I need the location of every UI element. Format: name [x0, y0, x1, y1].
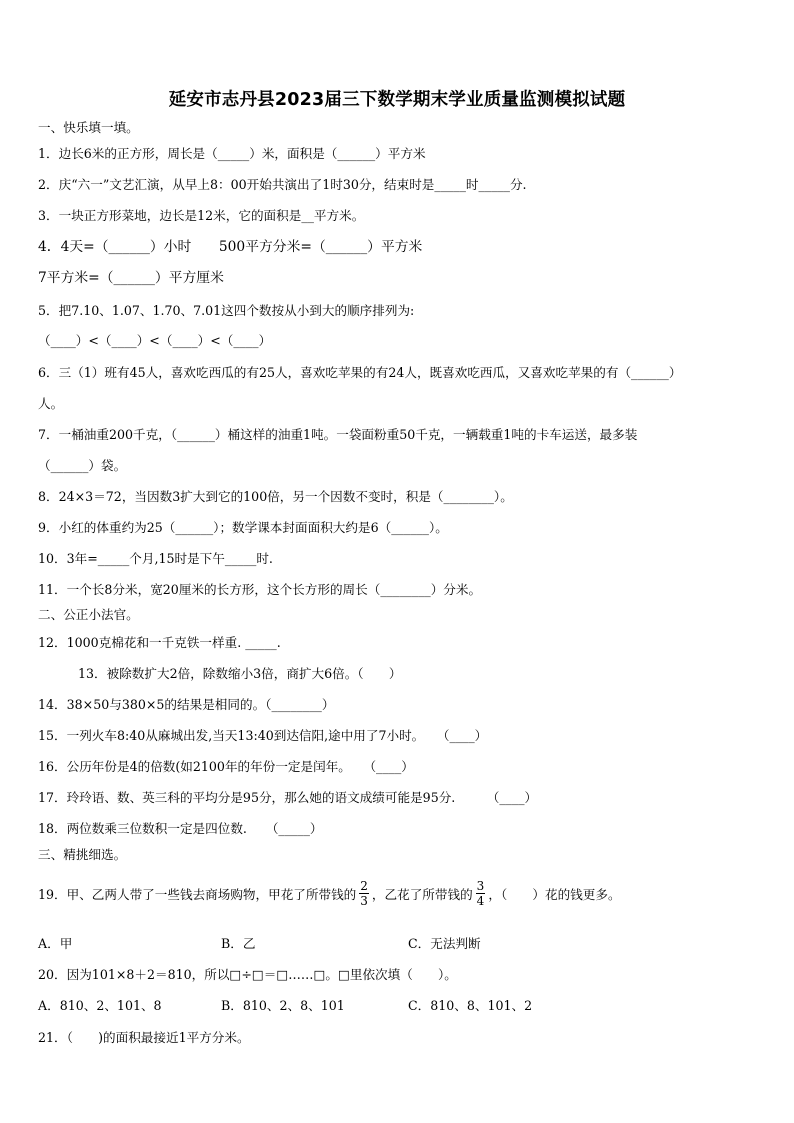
- question-6: 6．三（1）班有45人，喜欢吃西瓜的有25人，喜欢吃苹果的有24人，既喜欢吃西瓜，又喜欢吃苹果的有（______）: [38, 365, 682, 380]
- question-1: 1．边长6米的正方形，周长是（_____）米，面积是（______）平方米: [38, 146, 426, 161]
- section-heading-choice: 三、精挑细选。: [38, 847, 127, 862]
- q20-option-a: A．810、2、101、8: [38, 998, 162, 1013]
- q19-option-a: A．甲: [38, 936, 73, 951]
- question-20: 20．因为101×8＋2＝810，所以□÷□＝□……□。□里依次填（ ）。: [38, 967, 457, 982]
- exam-title: 延安市志丹县2023届三下数学期末学业质量监测模拟试题: [168, 90, 626, 110]
- question-19-text-mid: ，乙花了所带钱的: [371, 887, 473, 902]
- question-8: 8．24×3＝72，当因数3扩大到它的100倍，另一个因数不变时，积是（________）。: [38, 489, 513, 504]
- fraction-numerator: 3: [476, 879, 485, 893]
- question-7-cont: （______）袋。: [38, 458, 127, 473]
- question-5: 5．把7.10、1.07、1.70、7.01这四个数按从小到大的顺序排列为:: [38, 303, 415, 318]
- question-19-text-end: ，（ ）花的钱更多。: [488, 887, 621, 902]
- q19-option-b: B．乙: [221, 936, 256, 951]
- question-9: 9．小红的体重约为25（______）；数学课本封面面积大约是6（______）。: [38, 520, 448, 535]
- question-5-blanks: （____）<（____）<（____）<（____）: [38, 333, 272, 348]
- question-21: 21．（ )的面积最接近1平方分米。: [38, 1030, 250, 1045]
- section-heading-judge: 二、公正小法官。: [38, 607, 139, 622]
- question-18: 18．两位数乘三位数积一定是四位数. （_____）: [38, 821, 323, 836]
- question-7: 7．一桶油重200千克，（______）桶这样的油重1吨。一袋面粉重50千克，一辆载重1吨的卡车运送，最多装: [38, 427, 638, 442]
- q19-option-c: C．无法判断: [408, 936, 481, 951]
- question-2: 2．庆“六一”文艺汇演，从早上8：00开始共演出了1时30分，结束时是_____时_____分.: [38, 177, 527, 192]
- question-13: 13．被除数扩大2倍，除数缩小3倍，商扩大6倍。（ ）: [78, 666, 402, 681]
- question-16: 16．公历年份是4的倍数(如2100年的年份一定是闰年。 （____）: [38, 759, 414, 774]
- question-11: 11．一个长8分米，宽20厘米的长方形，这个长方形的周长（________）分米。: [38, 582, 482, 597]
- question-3: 3．一块正方形菜地，边长是12米，它的面积是__平方米。: [38, 208, 365, 223]
- question-6-cont: 人。: [38, 396, 64, 411]
- fraction-denominator: 3: [360, 894, 368, 908]
- question-17: 17．玲玲语、数、英三科的平均分是95分，那么她的语文成绩可能是95分. （____）: [38, 790, 538, 805]
- question-12: 12．1000克棉花和一千克铁一样重. _____.: [38, 635, 281, 650]
- question-19-text: 19．甲、乙两人带了一些钱去商场购物，甲花了所带钱的: [38, 887, 357, 902]
- question-15: 15．一列火车8:40从麻城出发,当天13:40到达信阳,途中用了7小时。 （____）: [38, 728, 488, 743]
- question-14: 14．38×50与380×5的结果是相同的。（________）: [38, 697, 335, 712]
- fraction-two-thirds: [359, 879, 369, 908]
- section-heading-fill: 一、快乐填一填。: [38, 120, 139, 135]
- fraction-numerator: 2: [360, 879, 368, 893]
- q20-option-c: C．810、8、101、2: [408, 998, 533, 1013]
- question-4-line1: 4．4天=（______）小时 500平方分米=（______）平方米: [38, 239, 423, 255]
- fraction-denominator: 4: [476, 894, 485, 908]
- q20-option-b: B．810、2、8、101: [221, 998, 345, 1013]
- fraction-three-quarters: [476, 879, 486, 908]
- question-19: [38, 879, 621, 908]
- question-4-line2: 7平方米=（______）平方厘米: [38, 270, 224, 286]
- question-10: 10．3年=_____个月,15时是下午_____时.: [38, 551, 273, 566]
